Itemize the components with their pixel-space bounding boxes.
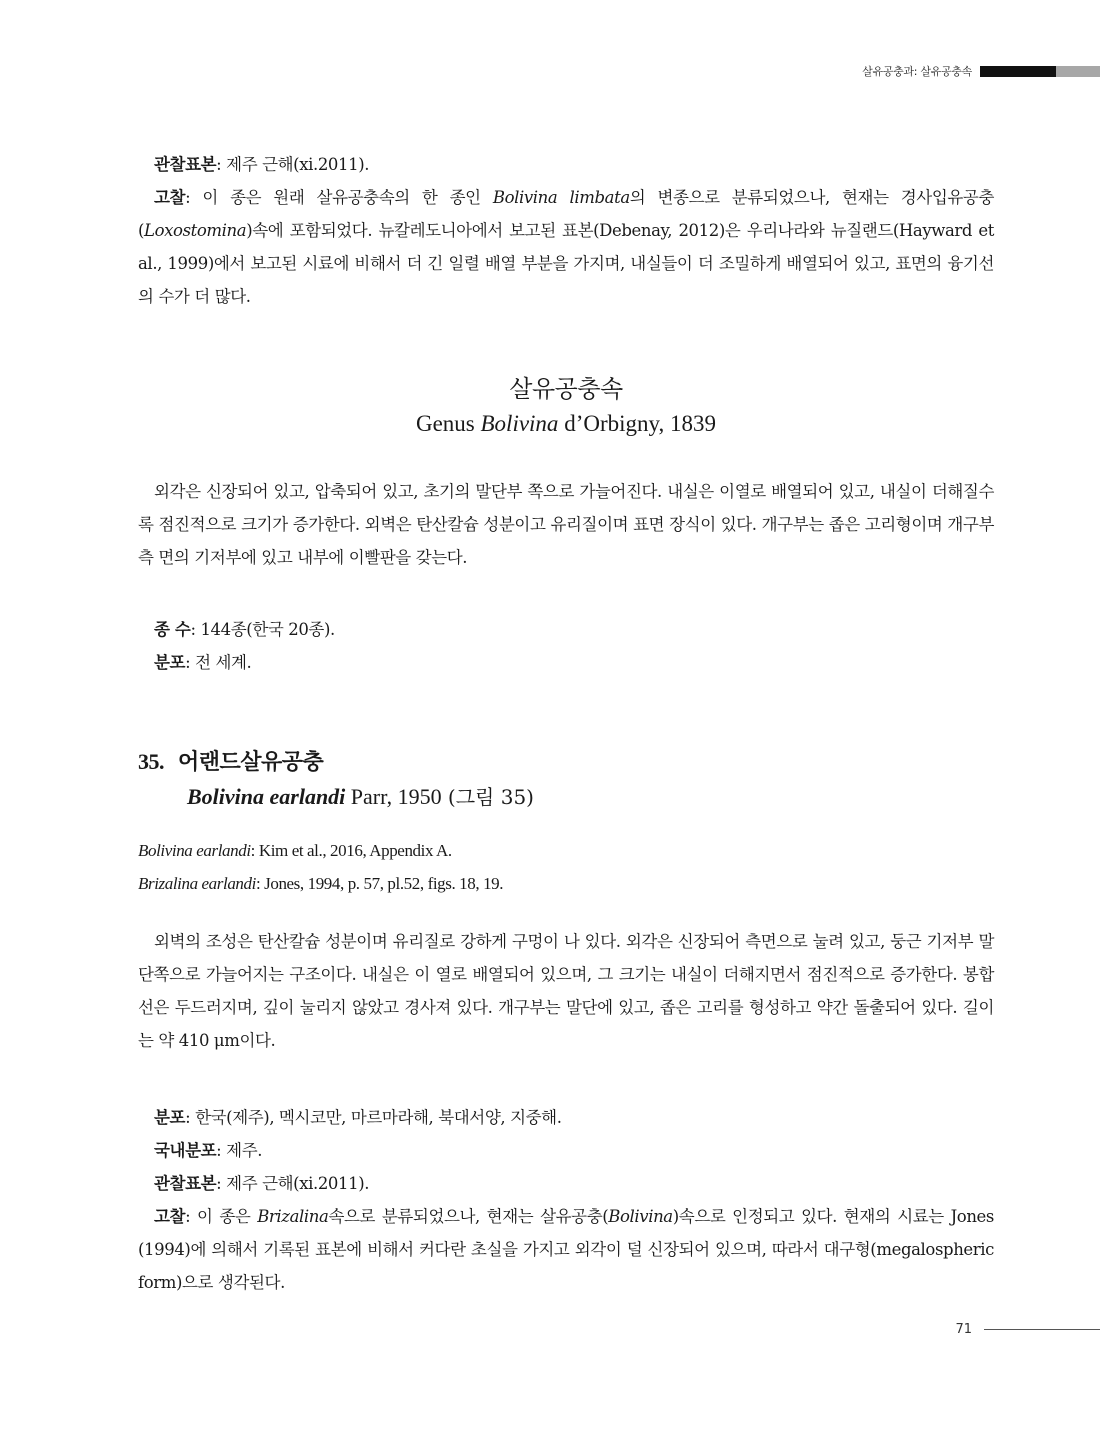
- genus-info: [138, 613, 335, 679]
- running-header: [862, 64, 1100, 78]
- genus-description-text: 외각은 신장되어 있고, 압축되어 있고, 초기의 말단부 쪽으로 가늘어진다. 내실은 이열로 배열되어 있고, 내실이 더해질수록 점진적으로 크기가 증가한다. 외벽은 탄산칼슘 성분이고 유리질이며 표면 장식이 있다. 개구부는 좁은 고리형이며 개구부측 면의 기저부에 있고 내부에 이빨판을 갖는다.: [138, 482, 994, 567]
- label: 종 수: [154, 620, 191, 639]
- label: 국내분포: [154, 1141, 217, 1160]
- remarks: [138, 1200, 994, 1299]
- synonym-reference: : Jones, 1994, p. 57, pl.52, figs. 18, 19.: [255, 874, 504, 893]
- genus-korean-name: 살유공충속: [509, 375, 623, 403]
- text: : 제주 근해(xi.2011).: [216, 155, 370, 174]
- genus-distribution: [138, 646, 335, 679]
- species-title-korean: [138, 744, 534, 780]
- observed-specimens: [138, 1167, 994, 1200]
- genus-description: [138, 475, 994, 574]
- species-heading: [138, 744, 534, 814]
- label: 고찰: [154, 1207, 186, 1226]
- text: : 144종(한국 20종).: [190, 620, 335, 639]
- taxon-name: Bolivina: [608, 1207, 673, 1226]
- genus-latin-name: [138, 406, 994, 442]
- synonym-item: [138, 867, 503, 900]
- text: )속에 포함되었다. 뉴칼레도니아에서 보고된 표본(Debenay, 2012)은 우리나라와 뉴질랜드(Hayward et al., 1999)에서 보고된 시료에 비해서 더 긴 일렬 배열 부분을 가지며, 내실들이 더 조밀하게 배열되어 있고, 표면의 융기선의 수가 더 많다.: [138, 221, 994, 306]
- species-description: [138, 925, 994, 1057]
- text: 의 변종으로 분류되었으나, 현재는 경사입유공충(: [138, 188, 994, 240]
- taxon-name: Loxostomina: [144, 221, 247, 240]
- taxon-name: Brizalina: [257, 1207, 329, 1226]
- remarks: [138, 181, 994, 313]
- genus-italic: Bolivina: [480, 411, 559, 436]
- species-info: [138, 1101, 994, 1299]
- page-number: 71: [955, 1322, 972, 1337]
- page-footer: [955, 1322, 1100, 1337]
- synonym-item: [138, 834, 503, 867]
- synonym-name: Bolivina earlandi: [138, 841, 251, 860]
- synonymy-list: [138, 834, 503, 900]
- label: 관찰표본: [154, 155, 217, 174]
- genus-prefix: Genus: [415, 411, 481, 436]
- taxon-name: Bolivina limbata: [492, 188, 630, 207]
- text: : 이 종은: [185, 1207, 258, 1226]
- species-korean-name: 어랜드살유공충: [178, 749, 324, 775]
- previous-species-notes: [138, 148, 994, 313]
- species-number: 35.: [138, 749, 164, 774]
- domestic-distribution: [138, 1134, 994, 1167]
- synonym-reference: : Kim et al., 2016, Appendix A.: [250, 841, 452, 860]
- text: : 제주 근해(xi.2011).: [216, 1174, 370, 1193]
- genus-authority: d’Orbigny, 1839: [558, 411, 717, 436]
- species-count: [138, 613, 335, 646]
- species-title-latin: [138, 780, 534, 814]
- running-title: 살유공충과: 살유공충속: [862, 65, 972, 78]
- text: 속으로 분류되었으나, 현재는 살유공충(: [328, 1207, 609, 1226]
- footer-rule: [984, 1329, 1100, 1330]
- synonym-name: Brizalina earlandi: [138, 874, 256, 893]
- species-authority: Parr, 1950: [345, 784, 442, 809]
- species-description-text: 외벽의 조성은 탄산칼슘 성분이며 유리질로 강하게 구멍이 나 있다. 외각은 신장되어 측면으로 눌려 있고, 둥근 기저부 말단쪽으로 가늘어지는 구조이다. 내실은 이 열로 배열되어 있으며, 그 크기는 내실이 더해지면서 점진적으로 증가한다. 봉합선은 두드러지며, 깊이 눌리지 않았고 경사져 있다. 개구부는 말단에 있고, 좁은 고리를 형성하고 약간 돌출되어 있다. 길이는 약 410 μm이다.: [138, 932, 994, 1050]
- species-scientific-name: Bolivina earlandi: [187, 784, 346, 809]
- observed-specimens: [138, 148, 994, 181]
- label: 관찰표본: [154, 1174, 217, 1193]
- text: : 한국(제주), 멕시코만, 마르마라해, 북대서양, 지중해.: [185, 1108, 562, 1127]
- text: : 이 종은 원래 살유공충속의 한 종인: [185, 188, 493, 207]
- label: 분포: [154, 1108, 186, 1127]
- label: 고찰: [154, 188, 186, 207]
- genus-heading: [138, 372, 994, 442]
- text: )속으로 인정되고 있다. 현재의 시료는 Jones (1994)에 의해서 기록된 표본에 비해서 커다란 초실을 가지고 외각이 덜 신장되어 있으며, 따라서 대구형(megalospheric form)으로 생각된다.: [138, 1207, 994, 1292]
- header-bar-grey: [1056, 66, 1100, 77]
- text: : 전 세계.: [185, 653, 252, 672]
- header-bar-dark: [980, 66, 1056, 77]
- label: 분포: [154, 653, 186, 672]
- text: : 제주.: [216, 1141, 263, 1160]
- species-distribution: [138, 1101, 994, 1134]
- figure-reference: (그림 35): [441, 785, 534, 809]
